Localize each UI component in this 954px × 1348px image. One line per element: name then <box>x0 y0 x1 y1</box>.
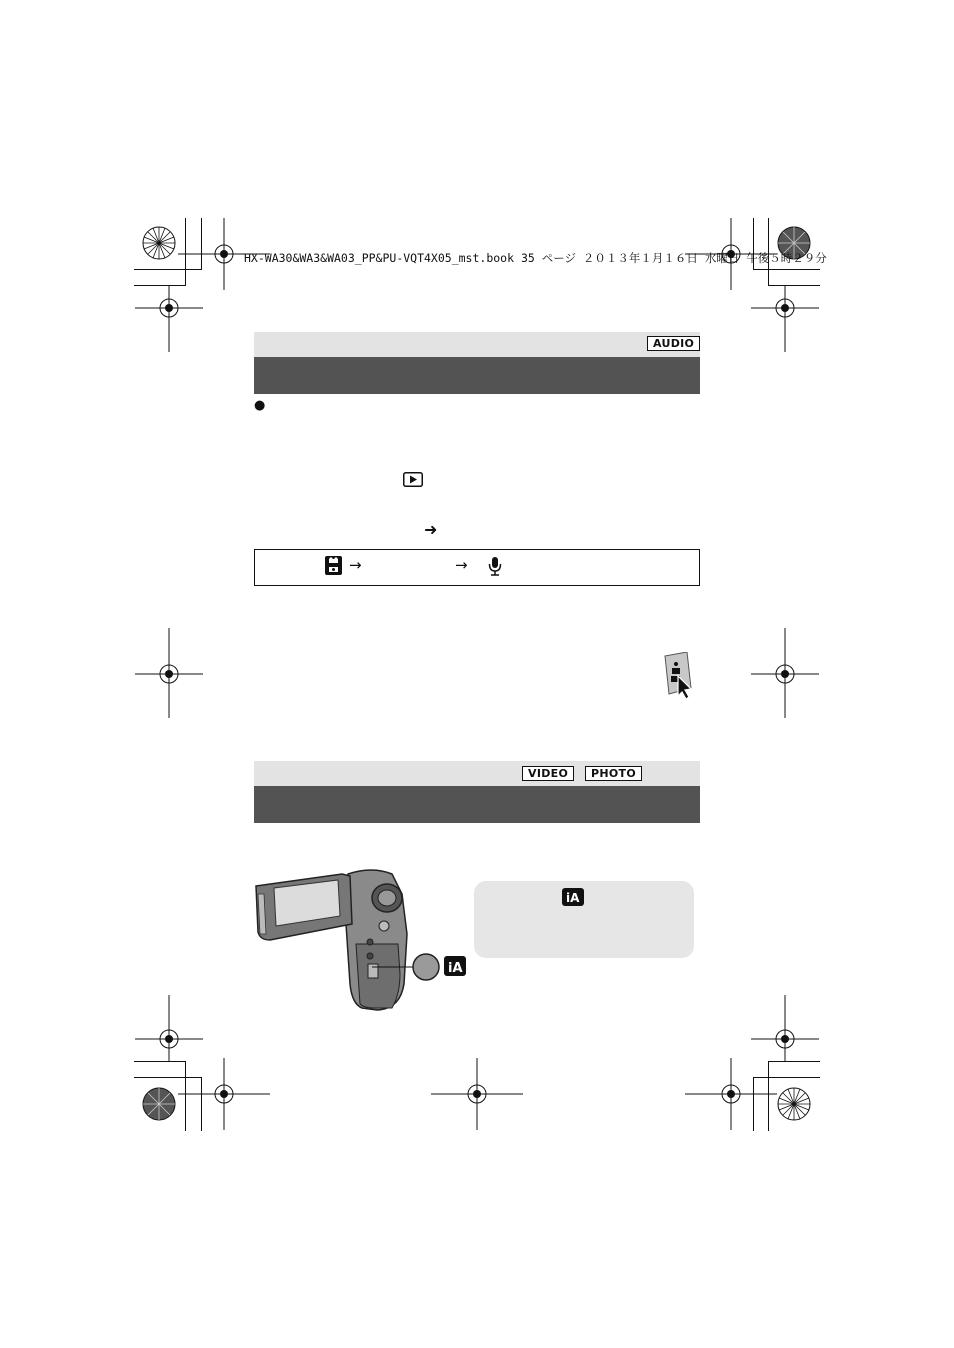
note-bubble <box>474 881 694 958</box>
bullet: ● <box>254 398 266 413</box>
playback-icon <box>403 472 423 487</box>
video-mode-tag: VIDEO <box>522 766 574 781</box>
section1-title-bar <box>254 357 700 394</box>
camcorder-illustration <box>252 864 470 1014</box>
menu-arrow-1: → <box>349 556 362 574</box>
microphone-icon <box>487 556 503 576</box>
section1-heading-band <box>254 332 700 357</box>
register-target-icon <box>751 285 819 352</box>
photo-mode-tag: PHOTO <box>585 766 642 781</box>
register-target-icon <box>135 285 203 352</box>
menu-path-box <box>254 549 700 586</box>
svg-text:iA: iA <box>448 961 463 976</box>
print-header: HX-WA30&WA3&WA03_PP&PU-VQT4X05_mst.book 35 ページ ２０１３年１月１６日 水曜日 午後５時２９分 <box>244 251 827 265</box>
touch-cursor-icon <box>661 652 699 700</box>
register-target-icon <box>751 995 819 1061</box>
intelligent-auto-icon <box>444 956 466 976</box>
color-target-icon <box>143 227 175 259</box>
step-arrow-icon: ➜ <box>424 520 438 539</box>
register-target-icon <box>135 995 203 1061</box>
audio-mode-tag: AUDIO <box>647 336 700 351</box>
color-target-icon <box>778 1088 810 1120</box>
section2-title-bar <box>254 786 700 823</box>
intelligent-auto-icon <box>562 888 584 906</box>
video-photo-mode-icon <box>325 556 342 575</box>
color-target-icon <box>143 1088 175 1120</box>
menu-arrow-2: → <box>455 556 468 574</box>
svg-text:iA: iA <box>566 891 580 905</box>
